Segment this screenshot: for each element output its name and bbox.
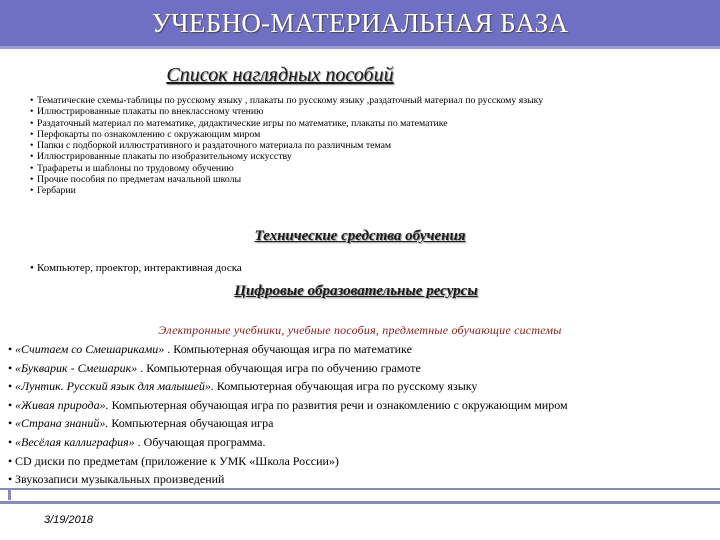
list-item: • Тематические схемы-таблицы по русскому языку , плакаты по русскому языку ,раздаточный материал по русскому языку xyxy=(30,95,544,106)
list-item: • «Страна знаний». Компьютерная обучающая игра xyxy=(8,416,274,431)
title-bar xyxy=(0,0,720,49)
list-item: • «Весёлая каллиграфия» . Обучающая программа. xyxy=(8,434,266,449)
technical-heading: Технические средства обучения xyxy=(254,228,466,244)
list-item: • «Букварик - Смешарик» . Компьютерная обучающая игра по обучению грамоте xyxy=(8,360,421,375)
digital-list xyxy=(8,340,568,489)
list-item: • Компьютер, проектор, интерактивная доска xyxy=(30,262,242,274)
technical-list xyxy=(30,262,242,274)
page-title: УЧЕБНО-МАТЕРИАЛЬНАЯ БАЗА xyxy=(151,8,569,38)
list-item: • «Считаем со Смешариками» . Компьютерная обучающая игра по математике xyxy=(8,342,412,356)
digital-heading: Цифровые образовательные ресурсы xyxy=(234,283,478,299)
visual-aids-heading: Список наглядных пособий xyxy=(166,64,394,86)
digital-subtitle: Электронные учебники, учебные пособия, предметные обучающие системы xyxy=(158,323,562,337)
list-item: • Папки с подборкой иллюстративного и раздаточного материала по различным темам xyxy=(30,140,392,152)
list-item: • Иллюстрированные плакаты по внеклассному чтению xyxy=(30,106,264,118)
list-item: • «Живая природа». Компьютерная обучающая игра по развития речи и ознакомлению с окружающим миром xyxy=(8,397,568,412)
footer-mark xyxy=(8,490,11,500)
list-item: • Раздаточный материал по математике, дидактические игры по математике, плакаты по математике xyxy=(30,117,448,129)
list-item: • Иллюстрированные плакаты по изобразительному искусству xyxy=(30,151,292,163)
slide-date: 3/19/2018 xyxy=(44,514,93,526)
list-item: • Звукозаписи музыкальных произведений xyxy=(8,472,225,487)
list-item: • Гербарии xyxy=(30,185,76,197)
list-item: • CD диски по предметам (приложение к УМК «Школа России») xyxy=(8,453,339,468)
list-item: • «Лунтик. Русский язык для малышей». Компьютерная обучающая игра по русскому языку xyxy=(8,379,478,394)
list-item: • Прочие пособия по предметам начальной школы xyxy=(30,174,242,186)
visual-aids-list xyxy=(30,95,543,197)
list-item: • Перфокарты по ознакомлению с окружающим миром xyxy=(30,128,261,140)
list-item: • Трафареты и шаблоны по трудовому обучению xyxy=(30,162,234,174)
footer-band xyxy=(0,488,720,504)
